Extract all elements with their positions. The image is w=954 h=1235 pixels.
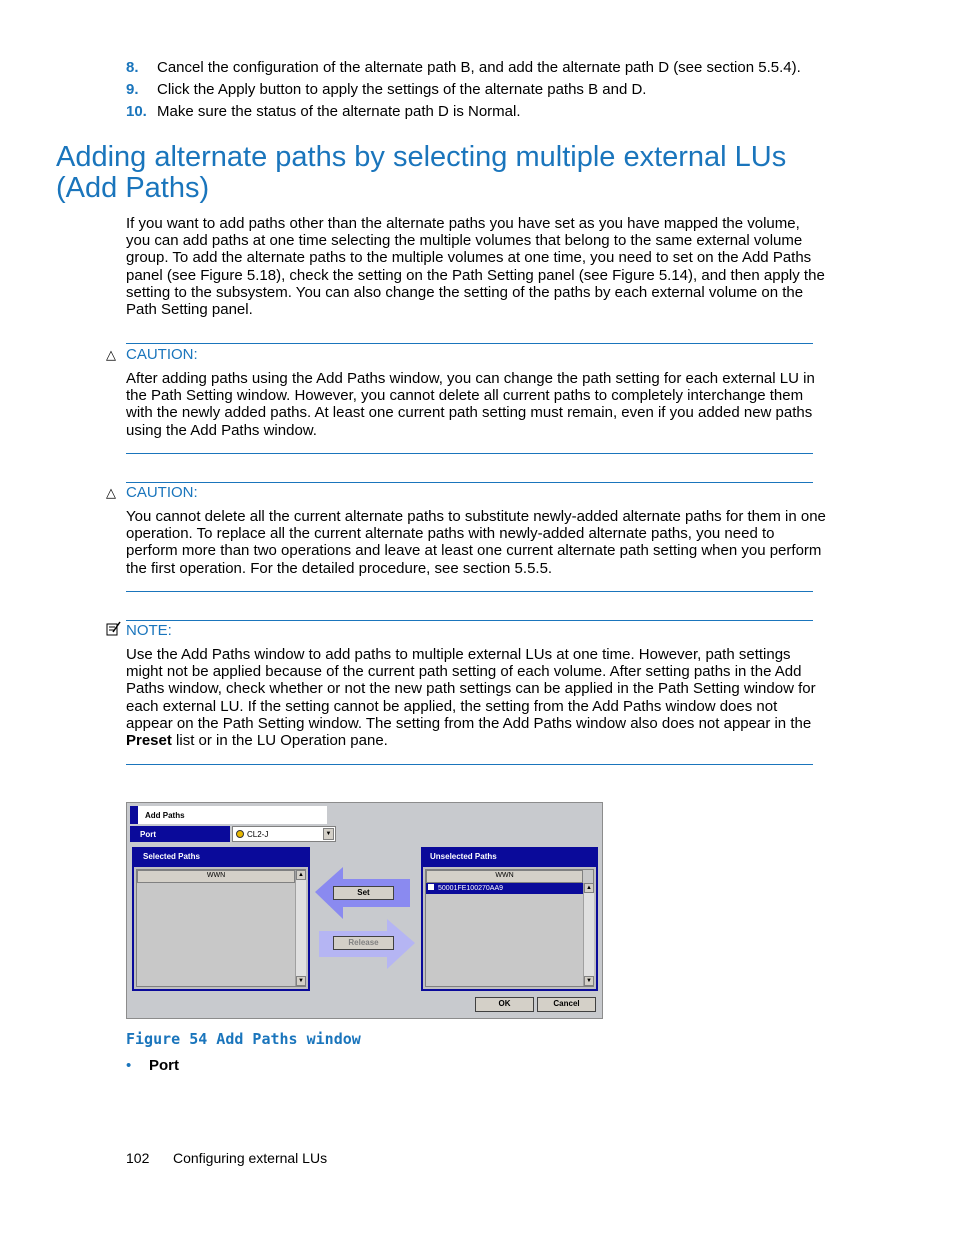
step-9 [126, 80, 826, 102]
note-label: NOTE: [126, 622, 172, 639]
caution-1-top-rule [126, 343, 813, 344]
note-text [126, 646, 826, 749]
scroll-down-icon[interactable]: ▼ [584, 976, 594, 986]
step-text: Click the Apply button to apply the settings of the alternate paths B and D. [157, 81, 647, 98]
selected-paths-header [132, 847, 310, 865]
note-header [106, 621, 172, 641]
step-text: Make sure the status of the alternate path D is Normal. [157, 103, 521, 120]
port-label: Port [140, 830, 156, 839]
cancel-button[interactable]: Cancel [537, 997, 596, 1012]
add-paths-window [126, 802, 603, 1019]
caution-2-bottom-rule [126, 591, 813, 592]
port-label-cell [130, 826, 230, 842]
step-10 [126, 102, 826, 124]
unselected-paths-panel [421, 865, 598, 991]
step-number: 10. [126, 103, 147, 120]
footer-title: Configuring external LUs [173, 1150, 328, 1166]
section-heading: Adding alternate paths by selecting multiple external LUs (Add Paths) [56, 141, 787, 204]
scroll-down-icon[interactable]: ▼ [296, 976, 306, 986]
unselected-paths-title: Unselected Paths [430, 852, 497, 861]
scroll-up-icon[interactable]: ▲ [584, 883, 594, 893]
caution-label: CAUTION: [126, 484, 198, 501]
caution-1-header [106, 345, 198, 365]
title-accent [130, 806, 138, 824]
set-button[interactable]: Set [333, 886, 394, 900]
selected-paths-list[interactable] [136, 869, 306, 987]
caution-2-text: You cannot delete all the current alternate paths to substitute newly-added alternate paths for them in one operation. To replace all the current alternate paths with newly-added alternate paths, you need to perform more than two operations and leave at least one current alternate path setting when you perform the first operation. For the detailed procedure, see section 5.5.5. [126, 508, 826, 577]
unselected-paths-list[interactable] [425, 869, 594, 987]
step-list [126, 58, 826, 124]
note-text-part: Use the Add Paths window to add paths to multiple external LUs at one time. However, path settings might not be applied because of the current path setting of each volume. After setting paths in the Add Paths window, check whether or not the new path settings can be applied in the Path Setting window for each external LU. If the setting cannot be applied, the setting from the Add Paths window does not appear on the Path Setting window. The setting from the Add Paths window also does not appear in the [126, 646, 816, 732]
warning-triangle-icon: △ [106, 347, 116, 362]
bullet-dot: • [126, 1057, 132, 1074]
caution-1-bottom-rule [126, 453, 813, 454]
figure-caption: Figure 54 Add Paths window [126, 1030, 361, 1048]
step-text: Cancel the configuration of the alternate path B, and add the alternate path D (see section 5.5.4). [157, 59, 801, 76]
page-footer [126, 1150, 327, 1166]
intro-paragraph: If you want to add paths other than the alternate paths you have set as you have mapped the volume, you can add paths at one time selecting the multiple volumes that belong to the same external volume group. To add the alternate paths to the multiple volumes at one time, you need to set on the Add Paths panel (see Figure 5.18), check the setting on the Path Setting panel (see Figure 5.14), and then apply the setting to the subsystem. You can also change the setting of the paths by each external volume on the Path Setting panel. [126, 215, 825, 319]
unselected-scrollbar[interactable] [583, 883, 594, 986]
ok-button[interactable]: OK [475, 997, 534, 1012]
window-title-bar [130, 806, 327, 824]
port-value: CL2-J [247, 830, 269, 839]
caution-2-header [106, 483, 198, 503]
step-number: 8. [126, 59, 139, 76]
scroll-up-icon[interactable]: ▲ [296, 870, 306, 880]
note-text-part: list or in the LU Operation pane. [171, 732, 388, 750]
path-icon [428, 884, 434, 890]
wwn-column-header[interactable]: WWN [137, 870, 295, 883]
caution-label: CAUTION: [126, 346, 198, 363]
warning-triangle-icon: △ [106, 485, 116, 500]
note-pencil-icon [106, 621, 126, 642]
wwn-column-header[interactable]: WWN [426, 870, 583, 883]
step-8 [126, 58, 826, 80]
list-item[interactable] [426, 883, 583, 894]
wwn-value: 50001FE100270AA9 [438, 885, 503, 892]
move-arrows-graphic [315, 867, 415, 971]
note-bottom-rule [126, 764, 813, 765]
page-number: 102 [126, 1150, 150, 1166]
window-title: Add Paths [145, 811, 185, 820]
bullet-text: Port [149, 1057, 179, 1074]
port-icon [236, 830, 244, 838]
bullet-item [126, 1057, 179, 1074]
unselected-paths-header [421, 847, 598, 865]
selected-paths-panel [132, 865, 310, 991]
port-select[interactable] [232, 826, 336, 842]
preset-bold: Preset [126, 732, 172, 750]
caution-1-text: After adding paths using the Add Paths window, you can change the path setting for each external LU in the Path Setting window. However, you cannot delete all current paths to completely interchange them with the newly added paths. At least one current path setting must remain, even if you added new paths using the Add Paths window. [126, 370, 815, 439]
note-top-rule [126, 620, 813, 621]
selected-paths-title: Selected Paths [143, 852, 200, 861]
chevron-down-icon[interactable]: ▼ [323, 828, 334, 840]
selected-scrollbar[interactable] [295, 870, 306, 986]
step-number: 9. [126, 81, 139, 98]
release-button[interactable]: Release [333, 936, 394, 950]
caution-2-top-rule [126, 482, 813, 483]
